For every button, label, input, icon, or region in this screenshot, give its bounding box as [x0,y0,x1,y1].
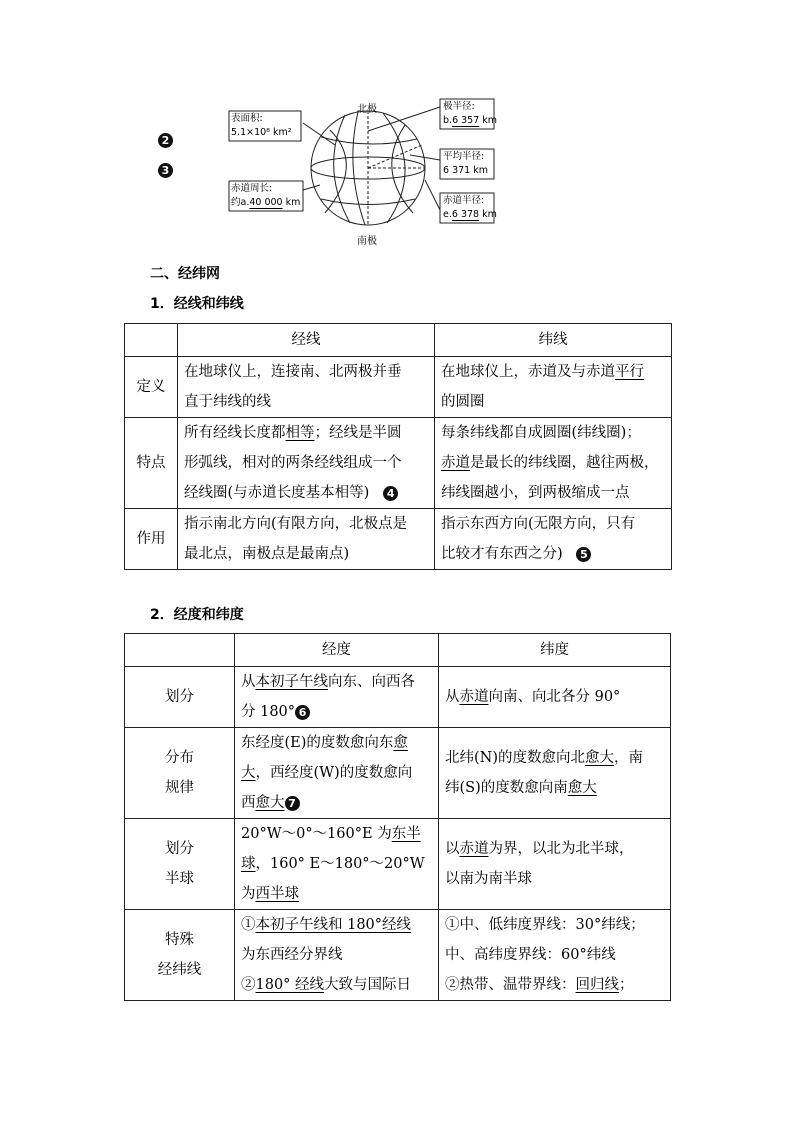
row-label: 特点 [125,418,178,509]
cell-line: 中、高纬度界线：60°纬线 [445,947,616,963]
table-header-cell: 纬度 [439,634,671,667]
marker-badge: 3 [158,163,173,178]
equator-radius-value: 6 378 [451,209,480,220]
equator-circumference-prefix: 约a. [231,197,250,208]
table-header-cell: 经度 [235,634,439,667]
table-row [125,910,671,1001]
cell-text: ，160° E～180°～20°W [255,856,425,872]
equator-circumference-unit: km [285,197,301,208]
cell-text: 西 [241,795,256,811]
cell-text: 向东、向西各 [328,674,415,690]
table-cell [178,418,435,509]
equator-circumference-label [231,182,300,210]
cell-line: 为东西经分界线 [241,947,343,963]
cell-line: 在地球仪上，连接南、北两极并垂 [184,364,402,380]
section-heading: 二、经纬网 [150,266,220,282]
row-label-line: 半球 [165,871,194,887]
cell-line [445,773,666,803]
equator-radius-title: 赤道半径: [443,195,485,206]
cell-line: 以南为南半球 [445,871,532,887]
marker-badge: 2 [158,133,173,148]
cell-answer: 球 [241,856,256,872]
cell-text: 北纬(N)的度数愈向北 [445,750,586,766]
cell-text: ① [241,917,256,933]
surface-area-label [231,112,292,140]
table-cell [439,667,671,728]
marker-3 [158,160,173,179]
table-header-cell: 纬线 [435,324,672,357]
cell-line [241,758,434,788]
equator-circumference-value: 40 000 [249,197,283,208]
table-cell [439,819,671,910]
cell-text: 以 [445,841,460,857]
table-header-row [125,634,671,667]
marker-badge: 7 [285,796,300,811]
subsection-heading: 2．经度和纬度 [150,607,244,623]
meridian-line [353,112,365,225]
cell-line [445,682,666,712]
cell-text: 所有经线长度都 [184,425,286,441]
cell-text: 20°W～0°～160°E 为 [241,826,392,842]
marker-badge: 4 [383,486,398,501]
cell-answer: 赤道 [459,689,489,705]
row-label: 定义 [125,357,178,418]
cell-line: 形弧线，相对的两条经线组成一个 [184,455,402,471]
cell-line [184,478,430,508]
row-label-line: 划分 [165,841,194,857]
cell-line: 直于纬线的线 [184,394,271,410]
cell-line [184,418,430,448]
cell-text: 为 [241,886,256,902]
cell-line [241,728,434,758]
cell-answer: 赤道 [459,841,489,857]
table-cell [235,819,439,910]
cell-line [241,879,434,909]
cell-answer: 180° 经线 [255,977,325,993]
cell-text: 分 180° [241,704,296,720]
cell-text: 为界，以北为北半球， [488,841,634,857]
cell-text: 是最长的纬线圈，越往两极， [470,455,659,471]
cell-line [241,849,434,879]
table-row [125,418,672,509]
cell-text: ② [241,977,256,993]
cell-line [241,970,434,1000]
cell-text: 从 [445,689,460,705]
table-cell [439,910,671,1001]
cell-answer: 回归线 [575,977,619,993]
cell-line [445,970,666,1000]
cell-text: 在地球仪上，赤道及与赤道 [441,364,615,380]
cell-line: 指示东西方向(无限方向，只有 [441,516,636,532]
subsection-heading: 1．经线和纬线 [150,296,244,312]
equator-circumference-title: 赤道周长: [231,183,273,194]
table-row [125,357,672,418]
cell-text: 经线圈(与赤道长度基本相等) [184,485,370,501]
cell-answer: 愈大 [567,780,597,796]
table-cell [178,509,435,570]
table-header-cell [125,324,178,357]
table-cell [435,357,672,418]
cell-answer: 平行 [615,364,644,380]
polar-radius-title: 极半径: [443,101,475,112]
cell-answer: 愈 [393,735,408,751]
cell-answer: 相等 [285,425,315,441]
polar-radius-unit: km [482,115,498,126]
equator-radius-prefix: e. [443,209,452,220]
cell-line [441,448,667,478]
marker-badge: 6 [295,705,310,720]
south-pole-label: 南极 [357,236,377,247]
cell-text: 从 [241,674,256,690]
cell-text: ②热带、温带界线： [445,977,576,993]
cell-line: 最北点，南极点是最南点) [184,546,350,562]
table-cell [178,357,435,418]
cell-line [441,357,667,387]
cell-line [241,910,434,940]
mean-radius-value: 6 371 km [443,165,488,176]
row-label-line: 规律 [165,780,194,796]
row-label-line: 特殊 [165,932,194,948]
cell-answer: 大 [241,765,256,781]
leader-line [303,185,320,190]
row-label-line: 经纬线 [157,962,202,978]
cell-text: 东经度(E)的度数愈向东 [241,735,394,751]
meridian-parallel-table [124,323,672,570]
table-cell [235,728,439,819]
cell-answer: 赤道 [441,455,470,471]
cell-text: 大致与国际日 [324,977,412,993]
table-header-row [125,324,672,357]
cell-line [445,834,666,864]
cell-line [441,539,667,569]
cell-text: 向南、向北各分 90° [488,689,621,705]
row-label: 作用 [125,509,178,570]
marker-2 [158,130,173,149]
cell-line [241,697,434,727]
marker-badge: 5 [576,547,591,562]
cell-line [241,788,434,818]
table-row [125,509,672,570]
cell-text: ；经线是半圆 [314,425,402,441]
table-row [125,667,671,728]
cell-answer: 愈大 [255,795,285,811]
row-label [125,910,235,1001]
north-pole-label: 北极 [357,104,377,115]
row-label: 划分 [125,667,235,728]
mean-radius-title: 平均半径: [443,151,485,162]
cell-answer: 西半球 [255,886,299,902]
table-row [125,728,671,819]
row-label [125,819,235,910]
cell-text: ，西经度(W)的度数愈向 [255,765,413,781]
mean-radius-label [443,150,488,178]
cell-text: 比较才有东西之分) [441,546,563,562]
polar-radius-label [443,100,497,128]
cell-line: 的圆圈 [441,394,485,410]
row-label-line: 分布 [165,750,194,766]
cell-text: 纬(S)的度数愈向南 [445,780,568,796]
table-header-cell [125,634,235,667]
radius-line [368,145,422,168]
surface-area-title: 表面积: [231,113,263,124]
cell-text: ，南 [614,750,644,766]
cell-answer: 本初子午线和 180°经线 [255,917,412,933]
cell-line: 每条纬线都自成圆圈(纬线圈)； [441,425,641,441]
cell-line [241,819,434,849]
leader-line [425,180,440,210]
polar-radius-prefix: b. [443,115,453,126]
cell-line: 指示南北方向(有限方向，北极点是 [184,516,408,532]
table-cell [235,910,439,1001]
polar-radius-value: 6 357 [452,115,480,126]
table-cell [235,667,439,728]
table-header-cell: 经线 [178,324,435,357]
row-label [125,728,235,819]
leader-line [410,155,440,160]
cell-text: ； [619,977,634,993]
cell-line [241,667,434,697]
equator-radius-label [443,194,497,222]
meridian-line [334,115,350,223]
table-cell [439,728,671,819]
leader-line [303,123,335,145]
cell-line [445,743,666,773]
cell-line: 纬线圈越小，到两极缩成一点 [441,485,630,501]
longitude-latitude-table [124,633,671,1001]
table-row [125,819,671,910]
cell-line: ①中、低纬度界线：30°纬线； [445,917,645,933]
table-cell [435,418,672,509]
table-cell [435,509,672,570]
cell-answer: 东半 [391,826,421,842]
cell-answer: 愈大 [585,750,615,766]
cell-answer: 本初子午线 [255,674,328,690]
equator-radius-unit: km [482,209,497,220]
surface-area-value: 5.1×10⁸ km² [231,127,292,138]
